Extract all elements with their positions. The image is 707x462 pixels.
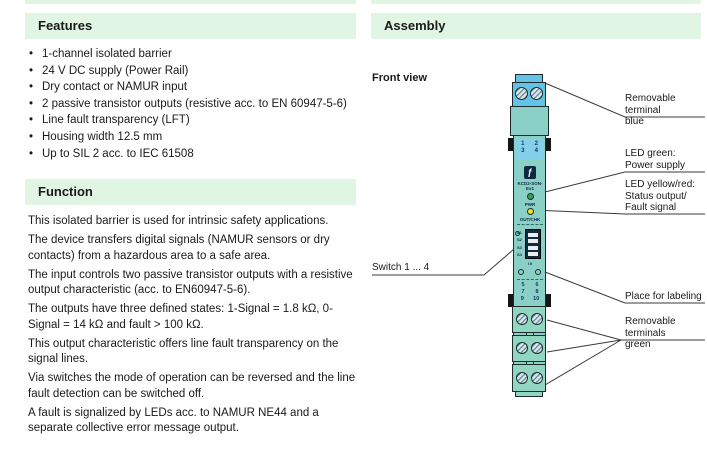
function-paragraph: The device transfers digital signals (NAMUR sensors or dry contacts) from a hazardous area to a safe area.: [28, 234, 330, 262]
features-title: Features: [38, 18, 93, 33]
screw-icon: [516, 342, 528, 354]
side-clip: [546, 294, 551, 307]
dip-switch-labels: [517, 229, 522, 258]
function-paragraph: This isolated barrier is used for intrinsic safety applications.: [28, 215, 329, 227]
terminal-number: 2: [534, 141, 538, 147]
switch-scale-label: I II: [527, 261, 533, 266]
model-line: Ex1: [525, 186, 534, 191]
callout-removable-terminal-blue: [625, 93, 707, 128]
top-strip-left: [25, 0, 356, 4]
dip-switch: [528, 246, 538, 250]
feature-item: • Line fault transparency (LFT): [28, 112, 360, 129]
model-line: KCD2-SON-: [517, 181, 543, 186]
device-bottom-edge: [515, 391, 543, 397]
screw-icon: [531, 372, 543, 384]
callout-line: green: [625, 339, 651, 350]
terminal-number: 9: [520, 296, 524, 302]
green-terminal-block: [512, 364, 546, 392]
function-paragraph: The outputs have three defined states: 1-Signal = 1.8 kΩ, 0-Signal = 14 kΩ and fault > 100 kΩ.: [28, 303, 333, 331]
pf-brand-logo-icon: [524, 166, 536, 179]
features-list: [28, 46, 360, 162]
dip-switch-block: [525, 229, 541, 259]
switch-label: S4: [517, 251, 522, 257]
dip-switch: [528, 252, 538, 256]
divider: [517, 279, 543, 280]
switch-label: S2: [517, 237, 522, 243]
power-led-icon: [527, 193, 534, 200]
terminal-number: 10: [533, 296, 540, 302]
green-terminal-block: [512, 335, 546, 362]
assembly-header: [371, 13, 701, 39]
mount-hole: [535, 269, 541, 275]
function-header: [25, 179, 356, 205]
assembly-title: Assembly: [384, 18, 446, 33]
feature-item: • Up to SIL 2 acc. to IEC 61508: [28, 146, 360, 163]
callout-line: Status output/: [625, 190, 687, 202]
callout-led-green: [625, 148, 685, 171]
switch-label: S1: [517, 230, 522, 235]
callout-line: blue: [625, 116, 644, 127]
callout-led-yellow-red: [625, 179, 695, 214]
feature-item: • 24 V DC supply (Power Rail): [28, 63, 360, 80]
callout-line: Removable terminal: [625, 93, 676, 116]
features-header: [25, 13, 356, 39]
screw-icon: [530, 87, 543, 100]
switch-label: S3: [517, 244, 522, 250]
brand-glyph: ƒ: [527, 167, 533, 177]
terminal-number: 1: [521, 141, 525, 147]
callout-line: LED green:: [625, 148, 676, 159]
terminal-blue-block: [512, 82, 546, 107]
terminal-number: 5: [521, 282, 525, 288]
top-terminal-numbers: [516, 139, 543, 159]
green-terminal-block: [512, 306, 546, 333]
feature-item: • 1-channel isolated barrier: [28, 46, 360, 63]
function-paragraph: A fault is signalized by LEDs acc. to NAMUR NE44 and a separate collective error message output.: [28, 406, 319, 434]
device-upper-housing: [510, 106, 549, 136]
screw-icon: [531, 313, 543, 325]
function-paragraph: This output characteristic offers line fault transparency on the signal lines.: [28, 337, 339, 365]
terminal-number: 8: [535, 289, 539, 295]
status-led-label: OUT/CHK: [519, 216, 541, 222]
callout-line: Power supply: [625, 159, 686, 171]
front-view-label: Front view: [372, 72, 428, 84]
function-text: [28, 214, 362, 440]
callout-line: LED yellow/red:: [625, 179, 696, 190]
callout-removable-terminals-green: [625, 316, 707, 351]
callout-line: Removable terminals: [625, 316, 676, 339]
callout-switch-1-4: Switch 1 ... 4: [372, 262, 430, 273]
divider: [517, 224, 543, 225]
assembly-figure: [368, 55, 707, 455]
terminal-number: 6: [535, 282, 539, 288]
terminal-number: 3: [521, 148, 525, 154]
top-strip-right: [371, 0, 701, 4]
terminal-number: 4: [534, 148, 538, 154]
callout-line: Fault signal: [625, 202, 677, 213]
screw-icon: [516, 372, 528, 384]
callout-place-for-labeling: Place for labeling: [625, 291, 702, 302]
terminal-number: 7: [521, 289, 525, 295]
screw-icon: [515, 87, 528, 100]
screw-icon: [531, 342, 543, 354]
function-title: Function: [38, 184, 93, 199]
model-label: [514, 181, 546, 191]
function-paragraph: Via switches the mode of operation can be reversed and the line fault detection can be switched off.: [28, 372, 356, 400]
screw-icon: [516, 313, 528, 325]
bottom-terminal-numbers: [516, 281, 544, 302]
feature-item: • Dry contact or NAMUR input: [28, 79, 360, 96]
dip-switch: [528, 233, 538, 237]
side-clip: [546, 138, 551, 151]
status-led-icon: [527, 208, 534, 215]
dip-switch: [528, 239, 538, 243]
function-paragraph: The input controls two passive transistor outputs with a resistive output characteristic (acc. to EN60947-5-6).: [28, 268, 353, 296]
feature-item: • 2 passive transistor outputs (resistive acc. to EN 60947-5-6): [28, 96, 360, 113]
feature-item: • Housing width 12.5 mm: [28, 129, 360, 146]
power-led-label: PWR: [524, 201, 536, 207]
mount-hole: [518, 269, 524, 275]
